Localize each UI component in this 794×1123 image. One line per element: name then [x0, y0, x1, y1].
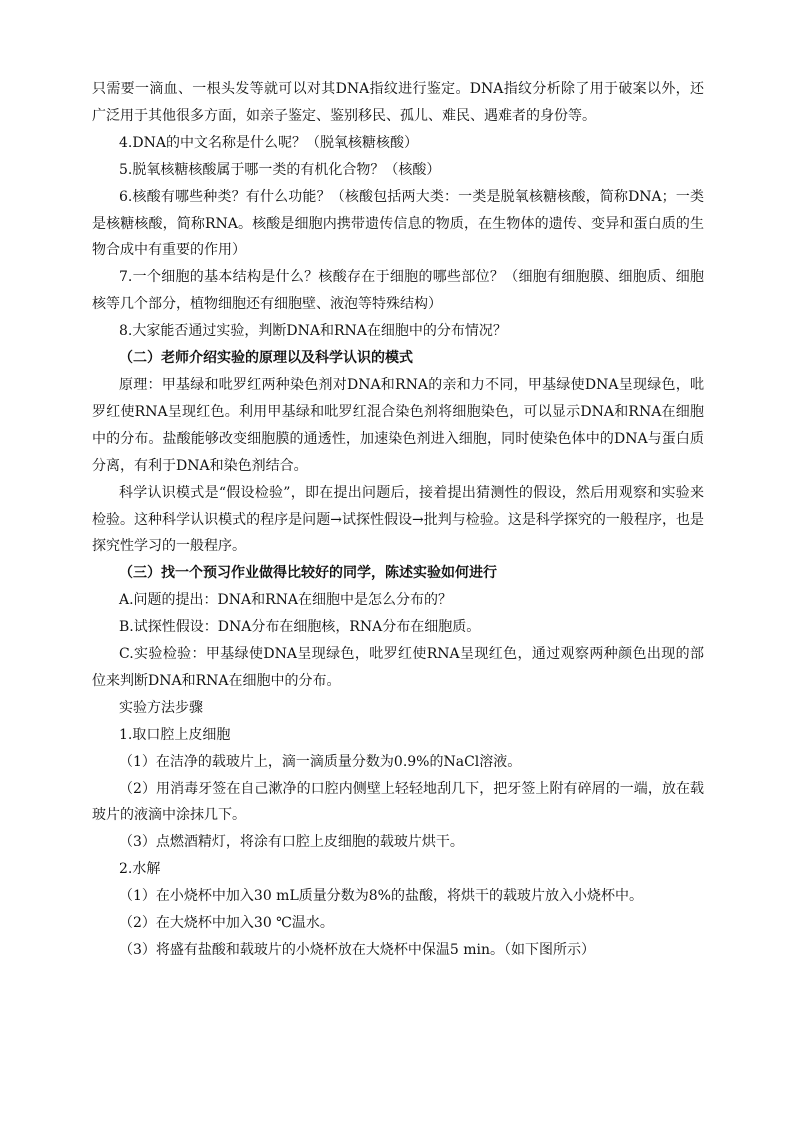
step-1-2: （2）用消毒牙签在自己漱净的口腔内侧壁上轻轻地刮几下，把牙签上附有碎屑的一端，放在载玻片的液滴中涂抹几下。: [92, 780, 704, 824]
document-page: [92, 76, 704, 964]
step-2-2: （2）在大烧杯中加入30 ℃温水。: [119, 915, 334, 932]
step-2-1: （1）在小烧杯中加入30 mL质量分数为8%的盐酸，将烘干的载玻片放入小烧杯中。: [119, 888, 643, 905]
step-2-3: （3）将盛有盐酸和载玻片的小烧杯放在大烧杯中保温5 min。（如下图所示）: [119, 942, 596, 958]
section-heading-3: （三）找一个预习作业做得比较好的同学，陈述实验如何进行: [119, 565, 497, 582]
paragraph-dna-fingerprint: 只需要一滴血、一根头发等就可以对其DNA指纹进行鉴定。DNA指纹分析除了用于破案以外，还广泛用于其他很多方面，如亲子鉴定、鉴别移民、孤儿、难民、遇难者的身份等。: [92, 81, 704, 124]
question-5: 5.脱氧核糖核酸属于哪一类的有机化合物？（核酸）: [119, 161, 441, 178]
paragraph-scientific-mode: 科学认识模式是“假设检验”，即在提出问题后，接着提出猜测性的假设，然后用观察和实验来检验。这种科学认识模式的程序是问题→试探性假设→批判与检验。这是科学探究的一般程序，也是探究性学习的一般程序。: [92, 484, 704, 555]
section-heading-2: （二）老师介绍实验的原理以及科学认识的模式: [119, 350, 413, 367]
step-1-1: （1）在洁净的载玻片上，滴一滴质量分数为0.9%的NaCl溶液。: [119, 753, 522, 770]
question-7: 7.一个细胞的基本结构是什么？核酸存在于细胞的哪些部位？（细胞有细胞膜、细胞质、细胞核等几个部分，植物细胞还有细胞壁、液泡等特殊结构）: [92, 269, 704, 313]
item-b: B.试探性假设：DNA分布在细胞核，RNA分布在细胞质。: [119, 619, 481, 636]
step-1-3: （3）点燃酒精灯，将涂有口腔上皮细胞的载玻片烘干。: [119, 834, 464, 851]
subheading-method-steps: 实验方法步骤: [119, 699, 203, 716]
paragraph-principle: 原理：甲基绿和吡罗红两种染色剂对DNA和RNA的亲和力不同，甲基绿使DNA呈现绿色，吡罗红使RNA呈现红色。利用甲基绿和吡罗红混合染色剂将细胞染色，可以显示DNA和RNA在细胞中的分布。盐酸能够改变细胞膜的通透性，加速染色剂进入细胞，同时使染色体中的DNA与蛋白质分离，有利于DNA和染色剂结合。: [92, 376, 704, 474]
step-2-title: 2.水解: [119, 861, 161, 878]
question-8: 8.大家能否通过实验，判断DNA和RNA在细胞中的分布情况？: [119, 323, 507, 340]
question-4: 4.DNA的中文名称是什么呢？（脱氧核糖核酸）: [119, 134, 418, 151]
question-6: 6.核酸有哪些种类？有什么功能？（核酸包括两大类：一类是脱氧核糖核酸，简称DNA；一类是核糖核酸，简称RNA。核酸是细胞内携带遗传信息的物质，在生物体的遗传、变异和蛋白质的生物合成中有重要的作用）: [92, 188, 704, 259]
item-c: C.实验检验：甲基绿使DNA呈现绿色，吡罗红使RNA呈现红色，通过观察两种颜色出现的部位来判断DNA和RNA在细胞中的分布。: [92, 646, 704, 689]
step-1-title: 1.取口腔上皮细胞: [119, 726, 231, 743]
item-a: A.问题的提出：DNA和RNA在细胞中是怎么分布的？: [119, 592, 453, 609]
